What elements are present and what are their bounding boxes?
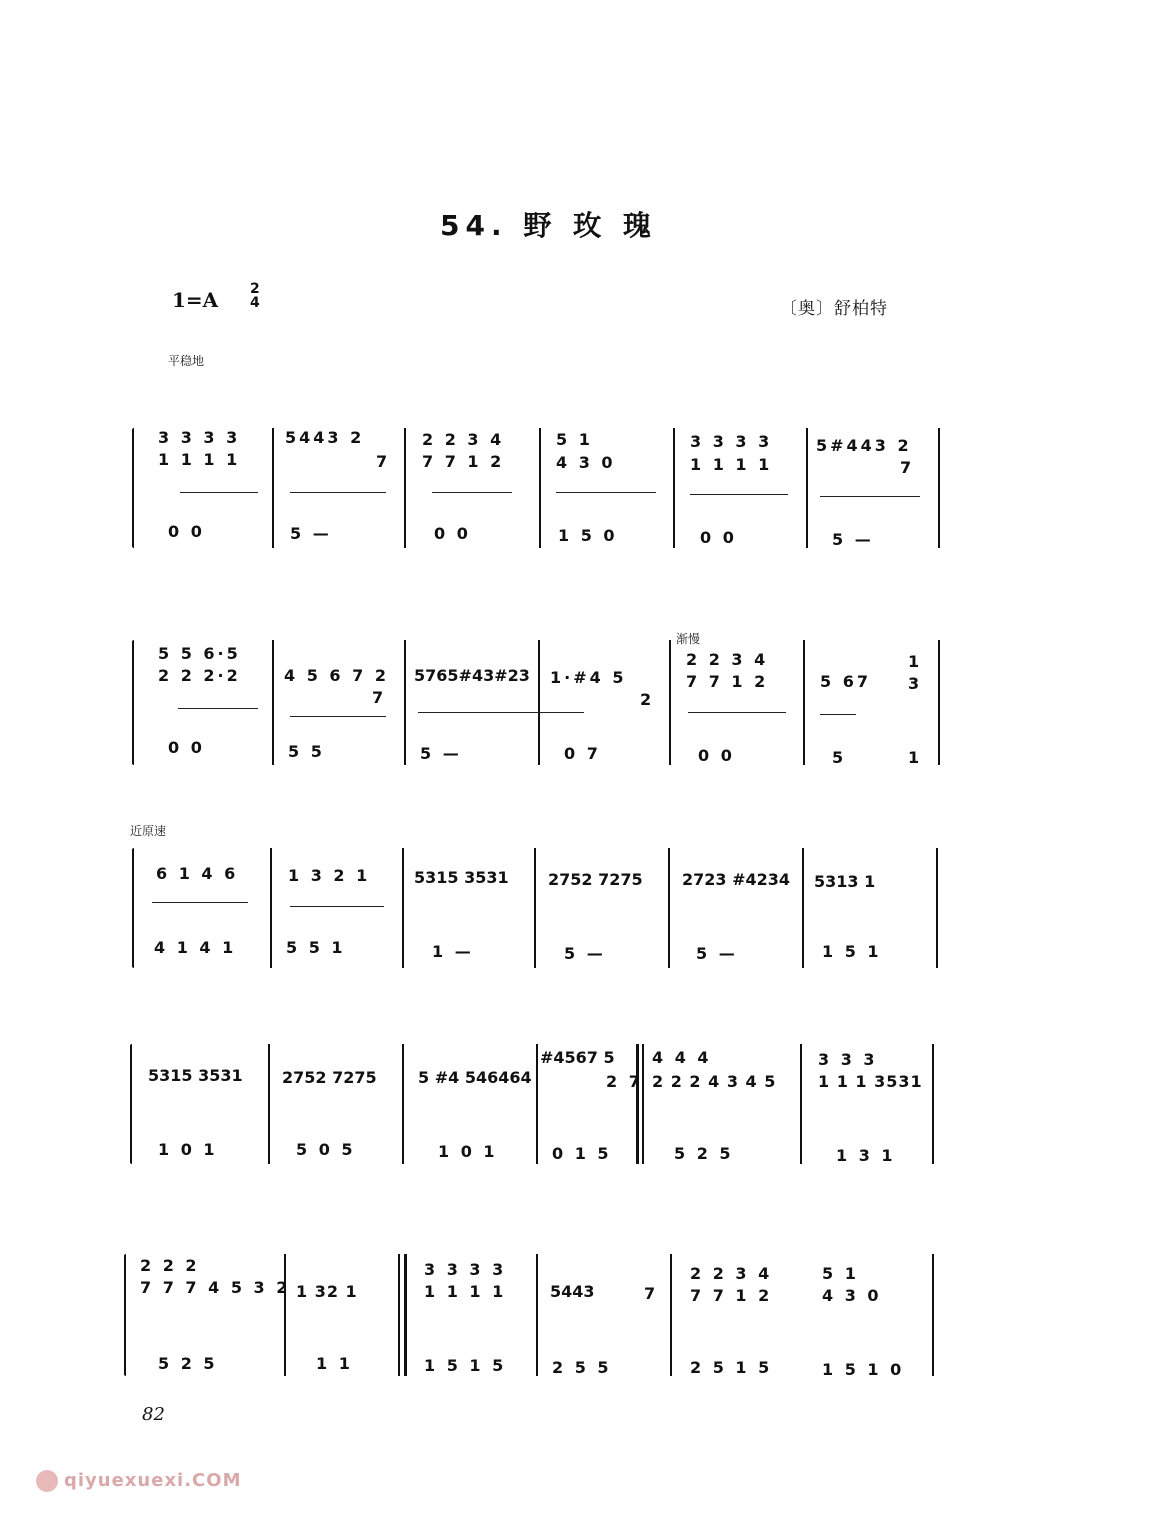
watermark: qiyuexuexi.COM bbox=[64, 1470, 242, 1491]
barline bbox=[404, 1254, 407, 1376]
barline bbox=[272, 640, 274, 765]
upper-notes: 5443 bbox=[550, 1282, 595, 1301]
lower-notes: 5 — bbox=[564, 944, 606, 963]
barline bbox=[936, 848, 938, 968]
barline bbox=[402, 848, 404, 968]
lower-notes: 5 2 5 bbox=[158, 1354, 218, 1373]
lower-notes: 2 5 1 5 bbox=[690, 1358, 773, 1377]
upper-notes: 5 67 bbox=[820, 672, 871, 691]
upper-notes: 5 #4 546464 bbox=[418, 1068, 532, 1087]
middle-notes: 7 7 1 2 bbox=[690, 1286, 773, 1305]
barline bbox=[398, 1254, 400, 1376]
middle-notes: 4 3 0 bbox=[822, 1286, 882, 1305]
barline bbox=[284, 1254, 286, 1376]
barline bbox=[938, 640, 940, 765]
lower-notes: 5 bbox=[832, 748, 847, 767]
lower-notes: 1 5 1 5 bbox=[424, 1356, 507, 1375]
hairpin-line bbox=[820, 714, 856, 715]
upper-notes: 5 1 bbox=[556, 430, 593, 449]
barline bbox=[642, 1044, 644, 1164]
upper-notes: 3 3 3 3 bbox=[158, 428, 241, 447]
lower-notes: 0 0 bbox=[168, 522, 205, 541]
lower-notes: 5 5 bbox=[288, 742, 325, 761]
middle-notes: 7 7 7 4 5 3 2 bbox=[140, 1278, 291, 1297]
lower-notes: 0 0 bbox=[698, 746, 735, 765]
upper-notes: #4567 5 bbox=[540, 1048, 615, 1067]
upper-notes: 3 3 3 bbox=[818, 1050, 878, 1069]
middle-notes: 7 7 1 2 bbox=[422, 452, 505, 471]
middle-notes: 3 bbox=[908, 674, 923, 693]
hairpin-line bbox=[688, 712, 786, 713]
hairpin-line bbox=[180, 492, 258, 493]
barline bbox=[404, 428, 406, 548]
upper-notes: 1 bbox=[908, 652, 923, 671]
upper-notes: 5443 2 bbox=[285, 428, 365, 447]
middle-notes: 1 1 1 1 bbox=[690, 455, 773, 474]
time-signature-top: 2 bbox=[250, 281, 260, 297]
lower-notes: 4 1 4 1 bbox=[154, 938, 237, 957]
time-signature-bottom: 4 bbox=[250, 295, 260, 311]
time-signature bbox=[250, 282, 260, 310]
lower-notes: 5 — bbox=[420, 744, 462, 763]
lower-notes: 5 0 5 bbox=[296, 1140, 356, 1159]
upper-notes: 5315 3531 bbox=[414, 868, 509, 887]
upper-notes: 2752 7275 bbox=[548, 870, 643, 889]
upper-notes: 2 2 3 4 bbox=[686, 650, 769, 669]
lower-notes: 0 0 bbox=[168, 738, 205, 757]
lower-notes: 1 3 1 bbox=[836, 1146, 896, 1165]
hairpin-line bbox=[432, 492, 512, 493]
lower-notes: 1 5 0 bbox=[558, 526, 618, 545]
lower-notes: 1 — bbox=[432, 942, 474, 961]
upper-notes: 5765#43#23 bbox=[414, 666, 530, 685]
barline bbox=[402, 1044, 404, 1164]
system-brace bbox=[124, 1254, 126, 1376]
hairpin-line bbox=[290, 716, 386, 717]
middle-notes: 4 3 0 bbox=[556, 453, 616, 472]
upper-notes: 5#443 2 bbox=[816, 436, 912, 455]
watermark-logo-icon bbox=[36, 1470, 58, 1492]
system-brace bbox=[132, 428, 134, 548]
tempo-mark-a-tempo: 近原速 bbox=[130, 824, 167, 838]
middle-notes: 1 32 1 bbox=[296, 1282, 358, 1301]
hairpin-line bbox=[152, 902, 248, 903]
upper-notes: 2 2 3 4 bbox=[422, 430, 505, 449]
barline bbox=[803, 640, 805, 765]
middle-notes: 7 7 1 2 bbox=[686, 672, 769, 691]
hairpin-line bbox=[178, 708, 258, 709]
barline bbox=[538, 640, 540, 765]
barline bbox=[404, 640, 406, 765]
lower-notes: 1 5 1 bbox=[822, 942, 882, 961]
upper-notes: 3 3 3 3 bbox=[424, 1260, 507, 1279]
hairpin-line bbox=[820, 496, 920, 497]
key-signature: 1=A bbox=[172, 288, 219, 312]
lower-notes: 5 — bbox=[290, 524, 332, 543]
upper-notes: 5 1 bbox=[822, 1264, 859, 1283]
upper-notes: 4 5 6 7 2 bbox=[284, 666, 389, 685]
page-title: 54. 野 玫 瑰 bbox=[440, 209, 657, 242]
middle-notes: 7 bbox=[372, 688, 387, 707]
lower-notes: 0 0 bbox=[700, 528, 737, 547]
middle-notes: 1 1 1 3531 bbox=[818, 1072, 923, 1091]
hairpin-line bbox=[290, 492, 386, 493]
hairpin-line bbox=[690, 494, 788, 495]
lower-notes: 1 bbox=[908, 748, 923, 767]
hairpin-line bbox=[418, 712, 584, 713]
middle-notes: 7 bbox=[644, 1284, 659, 1303]
barline bbox=[272, 428, 274, 548]
barline bbox=[932, 1254, 934, 1376]
lower-notes: 1 0 1 bbox=[438, 1142, 498, 1161]
middle-notes: 1 1 1 1 bbox=[158, 450, 241, 469]
upper-notes: 5315 3531 bbox=[148, 1066, 243, 1085]
upper-notes: 4 4 4 bbox=[652, 1048, 712, 1067]
barline bbox=[670, 1254, 672, 1376]
system-brace bbox=[132, 848, 134, 968]
middle-notes: 2 bbox=[640, 690, 655, 709]
barline bbox=[673, 428, 675, 548]
lower-notes: 5 — bbox=[696, 944, 738, 963]
hairpin-line bbox=[556, 492, 656, 493]
system-brace bbox=[132, 640, 134, 765]
lower-notes: 5 2 5 bbox=[674, 1144, 734, 1163]
upper-notes: 2 2 2 bbox=[140, 1256, 200, 1275]
middle-notes: 2 2 2·2 bbox=[158, 666, 241, 685]
tempo-mark-steady: 平稳地 bbox=[168, 354, 205, 368]
upper-notes: 2723 #4234 bbox=[682, 870, 791, 889]
upper-notes: 2752 7275 bbox=[282, 1068, 377, 1087]
barline bbox=[268, 1044, 270, 1164]
lower-notes: 2 5 5 bbox=[552, 1358, 612, 1377]
middle-notes: 1 1 1 1 bbox=[424, 1282, 507, 1301]
barline bbox=[534, 848, 536, 968]
barline bbox=[806, 428, 808, 548]
upper-notes: 2 2 3 4 bbox=[690, 1264, 773, 1283]
barline bbox=[802, 848, 804, 968]
barline bbox=[270, 848, 272, 968]
lower-notes: 0 7 bbox=[564, 744, 601, 763]
system-brace bbox=[130, 1044, 132, 1164]
lower-notes: 1 5 1 0 bbox=[822, 1360, 905, 1379]
upper-notes: 1·#4 5 bbox=[550, 668, 627, 687]
lower-notes: 1 1 bbox=[316, 1354, 353, 1373]
barline bbox=[800, 1044, 802, 1164]
barline bbox=[636, 1044, 639, 1164]
barline bbox=[536, 1254, 538, 1376]
lower-notes: 0 0 bbox=[434, 524, 471, 543]
barline bbox=[536, 1044, 538, 1164]
middle-notes: 7 bbox=[376, 452, 391, 471]
tempo-mark-rit: 渐慢 bbox=[676, 632, 701, 646]
upper-notes: 5 5 6·5 bbox=[158, 644, 241, 663]
upper-notes: 5313 1 bbox=[814, 872, 876, 891]
barline bbox=[539, 428, 541, 548]
barline bbox=[932, 1044, 934, 1164]
upper-notes: 6 1 4 6 bbox=[156, 864, 239, 883]
lower-notes: 5 — bbox=[832, 530, 874, 549]
middle-notes: 2 2 2 4 3 4 5 bbox=[652, 1072, 777, 1091]
middle-notes: 2 7 bbox=[606, 1072, 643, 1091]
barline bbox=[669, 640, 671, 765]
lower-notes: 5 5 1 bbox=[286, 938, 346, 957]
upper-notes: 3 3 3 3 bbox=[690, 432, 773, 451]
barline bbox=[668, 848, 670, 968]
lower-notes: 0 1 5 bbox=[552, 1144, 612, 1163]
composer: 〔奥〕舒柏特 bbox=[780, 299, 888, 319]
hairpin-line bbox=[290, 906, 384, 907]
middle-notes: 7 bbox=[900, 458, 915, 477]
upper-notes: 1 3 2 1 bbox=[288, 866, 371, 885]
lower-notes: 1 0 1 bbox=[158, 1140, 218, 1159]
page-number: 82 bbox=[142, 1404, 165, 1425]
barline bbox=[938, 428, 940, 548]
